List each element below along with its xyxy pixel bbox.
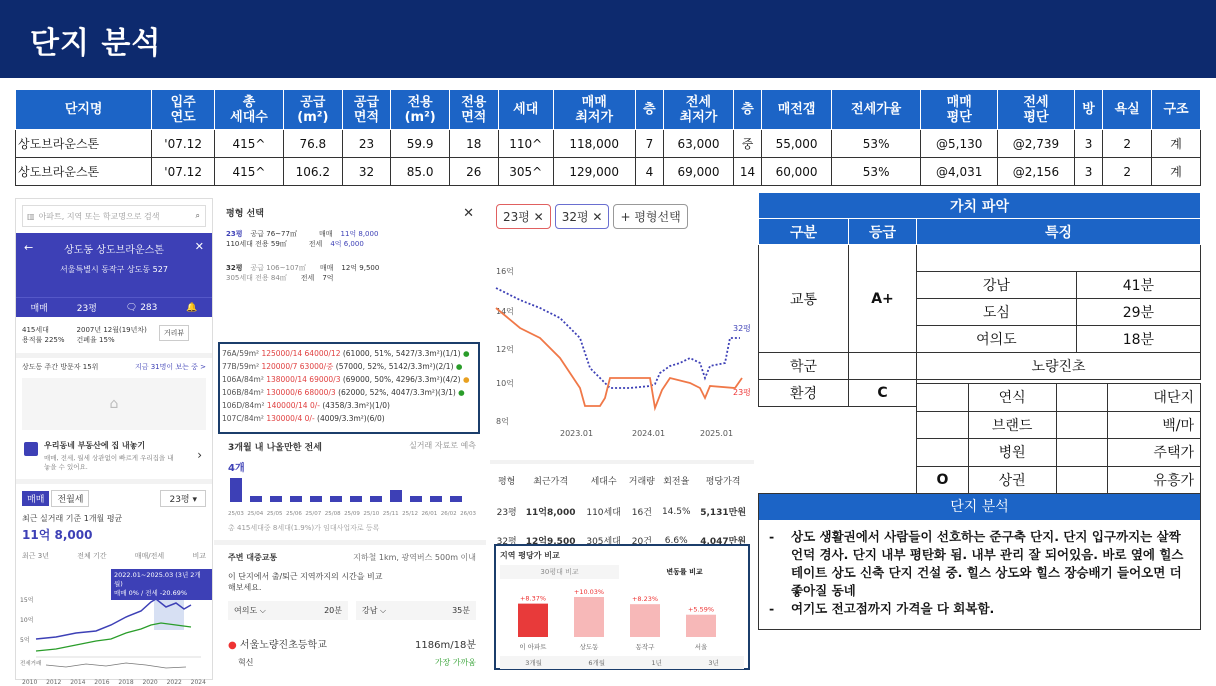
table-cell: 중 <box>733 130 761 158</box>
price-history-chart: 2022.01~2025.03 (3년 2개월) 매매 0% / 전세 -20.69% 15억 10억 5억 전세거래 <box>16 567 212 683</box>
col-header: 총 세대수 <box>214 90 283 130</box>
env-table <box>916 383 1201 494</box>
size-select[interactable]: 23평 ▾ <box>160 490 206 507</box>
col-header: 매매 최저가 <box>553 90 635 130</box>
table-cell: 85.0 <box>391 158 450 186</box>
bar-category-label: 동작구 <box>635 643 655 651</box>
svg-text:2025.01: 2025.01 <box>700 429 734 438</box>
col-header: 방 <box>1074 90 1102 130</box>
table-cell: 110세대 <box>586 508 621 518</box>
status-dot-icon: ● <box>455 388 465 397</box>
table-cell: 305세대 <box>586 537 621 547</box>
page-title: 단지 분석 <box>30 26 162 61</box>
col-header: 전세 평단 <box>998 90 1075 130</box>
table-row <box>16 158 1201 186</box>
period-tab[interactable]: 1년 <box>651 659 662 667</box>
table-cell: 53% <box>831 158 920 186</box>
size-price-list <box>218 342 480 434</box>
analysis-item: - 상도 생활권에서 사람들이 선호하는 준구축 단지. 단지 입구까지는 살짝 언덕 경사. 단지 내부 평탄화 됨. 내부 관리 잘 되어있음. 바로 옆에 힐스테이트 상도 신축 단지 건설 중. 힐스 상도와 힐스 장승배기 들어오면 더 좋아질 동네 <box>767 528 1188 600</box>
compare-bar <box>518 604 548 637</box>
table-cell: 32평 <box>496 537 517 547</box>
col-header: 거래량 <box>628 477 655 487</box>
table-cell: 14 <box>733 158 761 186</box>
table-cell: 415^ <box>214 158 283 186</box>
jeonse-forecast-chart <box>228 474 476 508</box>
commute-gangnam[interactable]: 강남 ⌵ 35분 <box>356 601 476 620</box>
svg-text:32평: 32평 <box>733 324 751 333</box>
env-row <box>917 384 1201 412</box>
col-header: 세대수 <box>590 477 617 487</box>
col-header: 전세 최저가 <box>664 90 734 130</box>
analysis-item: - 여기도 전고점까지 가격을 다 회복함. <box>767 600 1188 618</box>
table-cell: 12억9,500 <box>525 537 576 547</box>
env-cell <box>1056 384 1108 412</box>
bar-category-label: 서울 <box>694 643 708 651</box>
bar-category-label: 상도동 <box>579 643 599 651</box>
table-cell: 110^ <box>498 130 553 158</box>
complex-table <box>15 89 1201 186</box>
env-row <box>917 411 1201 439</box>
period-tab[interactable]: 최근 3년 <box>22 552 49 560</box>
size-summary-table <box>494 464 752 555</box>
bar-value-label: +8.23% <box>631 595 659 604</box>
col-header: 층 <box>733 90 761 130</box>
month-label: 25/05 <box>266 511 283 517</box>
month-label: 25/08 <box>324 511 341 517</box>
tab-change-rate[interactable]: 변동률 비교 <box>666 568 703 576</box>
env-cell: O <box>917 466 969 494</box>
search-icon[interactable]: ⌕ <box>195 211 200 220</box>
period-tab[interactable]: 3개월 <box>525 659 542 667</box>
col-header: 세대 <box>498 90 553 130</box>
month-label: 25/04 <box>247 511 264 517</box>
dot-icon: ● <box>228 640 237 651</box>
size-price-row: 76A/59m² 125000/14 64000/12 (61000, 51%, 5427/3.3m²)(1/1) ● <box>222 349 470 358</box>
env-row <box>917 466 1201 494</box>
month-label: 25/09 <box>344 511 360 517</box>
table-cell: 11억8,000 <box>525 508 576 518</box>
col-header: 최근가격 <box>533 477 569 487</box>
status-dot-icon: ● <box>460 375 470 384</box>
search-input[interactable]: ▥ 아파트, 지역 또는 학교명으로 검색 ⌕ <box>22 205 206 227</box>
value-table: 가치 파악 구분 등급 특징 교통 A+ 강남 41분 도심 29분 여의도 18분 학군 노량진초 환경 C <box>758 192 1201 407</box>
size-option-23[interactable]: 23평 공급 76~77㎡ 매매 11억 8,000 110세대 전용 59㎡ 전세 4억 6,000 <box>226 230 379 248</box>
col-header: 평형 <box>497 477 516 487</box>
table-cell: @2,156 <box>998 158 1075 186</box>
table-cell: 23 <box>342 130 391 158</box>
col-header: 매전갭 <box>762 90 832 130</box>
complex-banner <box>16 233 212 297</box>
bar-category-label: 이 아파트 <box>519 643 547 651</box>
table-cell: 53% <box>831 130 920 158</box>
size-price-row: 106A/84m² 138000/14 69000/3 (69000, 50%, 4296/3.3m²)(4/2) ● <box>222 375 470 384</box>
env-cell <box>917 384 969 412</box>
env-cell: 주택가 <box>1108 439 1201 467</box>
building-icon: ▥ <box>27 211 35 221</box>
table-cell: 106.2 <box>284 158 343 186</box>
size-price-row: 106D/84m² 140000/14 0/- (4358/3.3m²)(1/0) <box>222 401 390 410</box>
col-header: 입주 연도 <box>152 90 215 130</box>
size-price-row: 106B/84m² 130000/6 68000/3 (62000, 52%, 4047/3.3m²)(3/1) ● <box>222 388 465 397</box>
tab-jeonse[interactable]: 전월세 <box>51 490 89 507</box>
table-cell: 7 <box>635 130 663 158</box>
table-cell: @2,739 <box>998 130 1075 158</box>
month-label: 25/07 <box>305 511 322 517</box>
svg-text:12억: 12억 <box>496 345 514 354</box>
value-title: 가치 파악 <box>759 193 1201 219</box>
svg-text:5억: 5억 <box>20 637 30 644</box>
env-cell: 병원 <box>968 439 1056 467</box>
bar-value-label: +10.03% <box>573 588 605 596</box>
table-cell: 60,000 <box>762 158 832 186</box>
image-placeholder: ⌂ <box>22 378 206 430</box>
status-dot-icon: ● <box>453 362 463 371</box>
size-price-row: 77B/59m² 120000/7 63000/중 (57000, 52%, 5142/3.3m²)(2/1) ● <box>222 362 463 371</box>
table-cell: 129,000 <box>553 158 635 186</box>
env-cell <box>1056 439 1108 467</box>
table-cell: 32 <box>342 158 391 186</box>
size-chip[interactable]: 32평 ✕ <box>555 204 610 229</box>
period-tab[interactable]: 매매/전세 <box>134 552 165 560</box>
close-icon[interactable]: ✕ <box>194 240 204 253</box>
table-cell: 6.6% <box>664 535 688 546</box>
table-cell: 4,047만원 <box>700 537 747 547</box>
col-header: 층 <box>635 90 663 130</box>
table-cell: @5,130 <box>921 130 998 158</box>
app-screenshot-main: ▥ 아파트, 지역 또는 학교명으로 검색 ⌕ ← 상도동 상도브라운스톤 ✕ 서울특별시 동작구 상도동 527 매매 23평 🗨 283 🔔 415세대 용적률 225% 2007년 12월(19년차) 건폐율 15% 거리뷰 상도동 주간 방문자 15위 지금 31명이 보는 중 > ⌂ 우리동네 부동산에 집 내놓기 매매, 전세, 월세 상관없이 빠르게 우리집을 내놓을 수 있어요. › 매매 전월세 23평 ▾ 최근 실거래 기준 1개월 평균 11억 8,000 최근 3년 전체 기간 매매/전세 비교 2022.01~2025.03 (3년 2개월) 매매 0% / 전세 -20.69% 15억 10억 5억 전세거래 2010 2012 2014 2016 2018 2020 2022 2024 <box>15 198 213 680</box>
filter-size[interactable]: 23평 <box>76 304 97 314</box>
house-icon <box>24 442 38 456</box>
svg-text:10억: 10억 <box>496 379 514 388</box>
table-cell: 16건 <box>631 508 652 518</box>
size-option-32[interactable]: 32평 공급 106~107㎡ 매매 12억 9,500 305세대 전용 84㎡ 전세 7억 <box>226 264 380 282</box>
visitor-link[interactable]: 지금 31명이 보는 중 > <box>134 363 206 371</box>
promo-banner[interactable]: 우리동네 부동산에 집 내놓기 매매, 전세, 월세 상관없이 빠르게 우리집을 내놓을 수 있어요. › <box>16 432 212 484</box>
size-price-chart <box>490 238 754 448</box>
back-icon[interactable]: ← <box>24 241 34 254</box>
col-header: 구조 <box>1152 90 1201 130</box>
col-header: 단지명 <box>16 90 152 130</box>
env-cell: 유흥가 <box>1108 466 1201 494</box>
table-row <box>494 497 752 526</box>
env-cell: 백/마 <box>1108 411 1201 439</box>
table-cell: 상도브라운스톤 <box>16 158 152 186</box>
svg-text:15억: 15억 <box>20 597 34 604</box>
compare-bar <box>574 597 604 637</box>
close-icon[interactable]: ✕ <box>463 206 474 221</box>
env-cell: 브랜드 <box>968 411 1056 439</box>
year-label: 2016 <box>94 679 110 686</box>
svg-text:8억: 8억 <box>496 417 509 426</box>
month-label: 26/02 <box>440 511 457 517</box>
col-header: 공급 면적 <box>342 90 391 130</box>
col-header: 전세가율 <box>831 90 920 130</box>
dialog-title: 평형 선택 <box>226 209 264 219</box>
table-cell: 2 <box>1103 130 1152 158</box>
chevron-right-icon: › <box>197 448 202 462</box>
env-cell <box>1056 466 1108 494</box>
year-label: 2020 <box>142 679 158 686</box>
app-screenshot-size-select: 평형 선택 ✕ 23평 공급 76~77㎡ 매매 11억 8,000 110세대 전용 59㎡ 전세 4억 6,000 32평 공급 106~107㎡ 매매 12억 9,500 305세대 전용 84㎡ 전세 7억 76A/59m² 125000/14 64000/12 (61000, 51%, 5427/3.3m²)(1/1) ● 77B/59m² 120000/7 63000/중 (57000, 52%, 5142/3.3m²)(2/1) ● 106A/84m² 138000/14 69000/3 (69000, 50%, 4296/3.3m²)(4/2) ● 106B/84m² 130000/6 68000/3 (62000, 52%, 4047/3.3m²)(3/1) ● 106D/84m² 140000/14 0/- (4358/3.3m²)(1/0) 107C/84m² 130000/4 0/- (4009/3.3m²)(6/0) 3개월 내 나올만한 전세 실거래 자료로 예측 4개 25/03 25/04 25/05 25/06 25/07 25/08 25/09 25/10 25/11 25/12 26/01 26/02 26/03 총 415세대중 8세대(1.9%)가 임대사업자로 등록 주변 대중교통 지하철 1km, 광역버스 500m 이내 이 단지에서 출/퇴근 지역까지의 시간을 비교해보세요. 여의도 ⌵ 20분 강남 ⌵ 35분 ● 서울노량진초등학교 1186m/18분 혁신 가장 가까움 <box>214 198 486 680</box>
complex-name: 상도동 상도브라운스톤 <box>64 245 164 256</box>
col-header: 전용 면적 <box>449 90 498 130</box>
table-cell: 2 <box>1103 158 1152 186</box>
svg-text:전세거래: 전세거래 <box>20 661 42 667</box>
period-tab[interactable]: 비교 <box>192 552 206 560</box>
table-cell: 계 <box>1152 158 1201 186</box>
table-cell: 118,000 <box>553 130 635 158</box>
commute-yeouido[interactable]: 여의도 ⌵ 20분 <box>228 601 348 620</box>
bar-value-label: +8.37% <box>519 594 547 603</box>
month-label: 25/03 <box>228 511 244 517</box>
table-cell: 415^ <box>214 130 283 158</box>
table-cell: 상도브라운스톤 <box>16 130 152 158</box>
table-cell: 20건 <box>631 537 652 547</box>
table-cell: 26 <box>449 158 498 186</box>
bell-icon[interactable]: 🔔 <box>186 302 198 313</box>
size-chip[interactable]: + 평형선택 <box>613 204 687 229</box>
svg-text:2024.01: 2024.01 <box>632 429 666 438</box>
table-cell: 18 <box>449 130 498 158</box>
table-cell: 59.9 <box>391 130 450 158</box>
col-header: 회전율 <box>663 477 690 487</box>
svg-text:2023.01: 2023.01 <box>560 429 594 438</box>
table-cell: '07.12 <box>152 130 215 158</box>
year-label: 2010 <box>22 679 38 686</box>
month-label: 25/12 <box>402 511 418 517</box>
size-price-row: 107C/84m² 130000/4 0/- (4009/3.3m²)(6/0) <box>222 414 385 423</box>
col-header: 공급 (m²) <box>284 90 343 130</box>
table-cell: 3 <box>1074 130 1102 158</box>
compare-bar <box>686 615 716 637</box>
region-compare-panel: 지역 평당가 비교 30평대 비교 변동률 비교 +8.37% 이 아파트 +10.03% 상도동 +8.23% 동작구 +5.59% 서울 3개월 6개월 1년 3년 <box>494 544 750 670</box>
table-cell: 계 <box>1152 130 1201 158</box>
size-chip[interactable]: 23평 ✕ <box>496 204 551 229</box>
recent-price: 11억 8,000 <box>22 528 93 542</box>
period-tab[interactable]: 전체 기간 <box>77 552 107 560</box>
year-label: 2012 <box>46 679 62 686</box>
header-bar <box>0 0 1216 78</box>
bar-value-label: +5.59% <box>687 605 715 614</box>
year-label: 2024 <box>190 679 206 686</box>
table-cell: 305^ <box>498 158 553 186</box>
table-cell: 3 <box>1074 158 1102 186</box>
table-cell: 55,000 <box>762 130 832 158</box>
analysis-panel: 단지 분석 - 상도 생활권에서 사람들이 선호하는 준구축 단지. 단지 입구까지는 살짝 언덕 경사. 단지 내부 평탄화 됨. 내부 관리 잘 되어있음. 바로 옆에 힐스테이트 상도 신축 단지 건설 중. 힐스 상도와 힐스 장승배기 들어오면 더 좋아질 동네 - 여기도 전고점까지 가격을 다 회복함. <box>758 493 1201 630</box>
svg-text:14억: 14억 <box>496 307 514 316</box>
table-cell: 4 <box>635 158 663 186</box>
app-screenshot-price-chart <box>490 198 754 680</box>
month-label: 26/03 <box>460 511 476 517</box>
env-cell: 상권 <box>968 466 1056 494</box>
table-cell: @4,031 <box>921 158 998 186</box>
compare-bar <box>630 604 660 637</box>
year-label: 2022 <box>166 679 182 686</box>
filter-trade[interactable]: 매매 <box>30 304 48 314</box>
env-cell: 연식 <box>968 384 1056 412</box>
period-tab[interactable]: 3년 <box>708 659 719 667</box>
table-row <box>16 130 1201 158</box>
comments[interactable]: 🗨 283 <box>125 302 158 313</box>
tab-trade[interactable]: 매매 <box>22 491 49 506</box>
period-tab[interactable]: 6개월 <box>588 659 606 667</box>
month-label: 25/10 <box>363 511 380 517</box>
table-cell: 69,000 <box>664 158 734 186</box>
table-cell: '07.12 <box>152 158 215 186</box>
env-row <box>917 439 1201 467</box>
svg-text:23평: 23평 <box>733 388 751 397</box>
table-cell: 14.5% <box>661 506 691 517</box>
table-cell: 23평 <box>496 508 517 518</box>
table-cell: 5,131만원 <box>700 508 747 518</box>
month-label: 25/11 <box>382 511 399 517</box>
complex-address: 서울특별시 동작구 상도동 527 <box>60 265 168 274</box>
env-cell <box>917 439 969 467</box>
year-label: 2018 <box>118 679 134 686</box>
status-dot-icon: ● <box>460 349 470 358</box>
col-header: 욕실 <box>1103 90 1152 130</box>
col-header: 매매 평단 <box>921 90 998 130</box>
svg-text:16억: 16억 <box>496 267 514 276</box>
env-cell: 대단지 <box>1108 384 1201 412</box>
env-cell <box>917 411 969 439</box>
school-row[interactable]: ● 서울노량진초등학교 1186m/18분 <box>228 640 476 651</box>
month-label: 26/01 <box>421 511 438 517</box>
svg-text:10억: 10억 <box>20 617 34 624</box>
region-compare-chart <box>500 579 746 653</box>
table-cell: 76.8 <box>284 130 343 158</box>
col-header: 평당가격 <box>705 477 741 487</box>
tab-30py[interactable]: 30평대 비교 <box>500 565 619 579</box>
col-header: 전용 (m²) <box>391 90 450 130</box>
table-cell: 63,000 <box>664 130 734 158</box>
env-cell <box>1056 411 1108 439</box>
year-label: 2014 <box>70 679 86 686</box>
month-label: 25/06 <box>286 511 302 517</box>
street-view-button[interactable]: 거리뷰 <box>159 325 189 341</box>
